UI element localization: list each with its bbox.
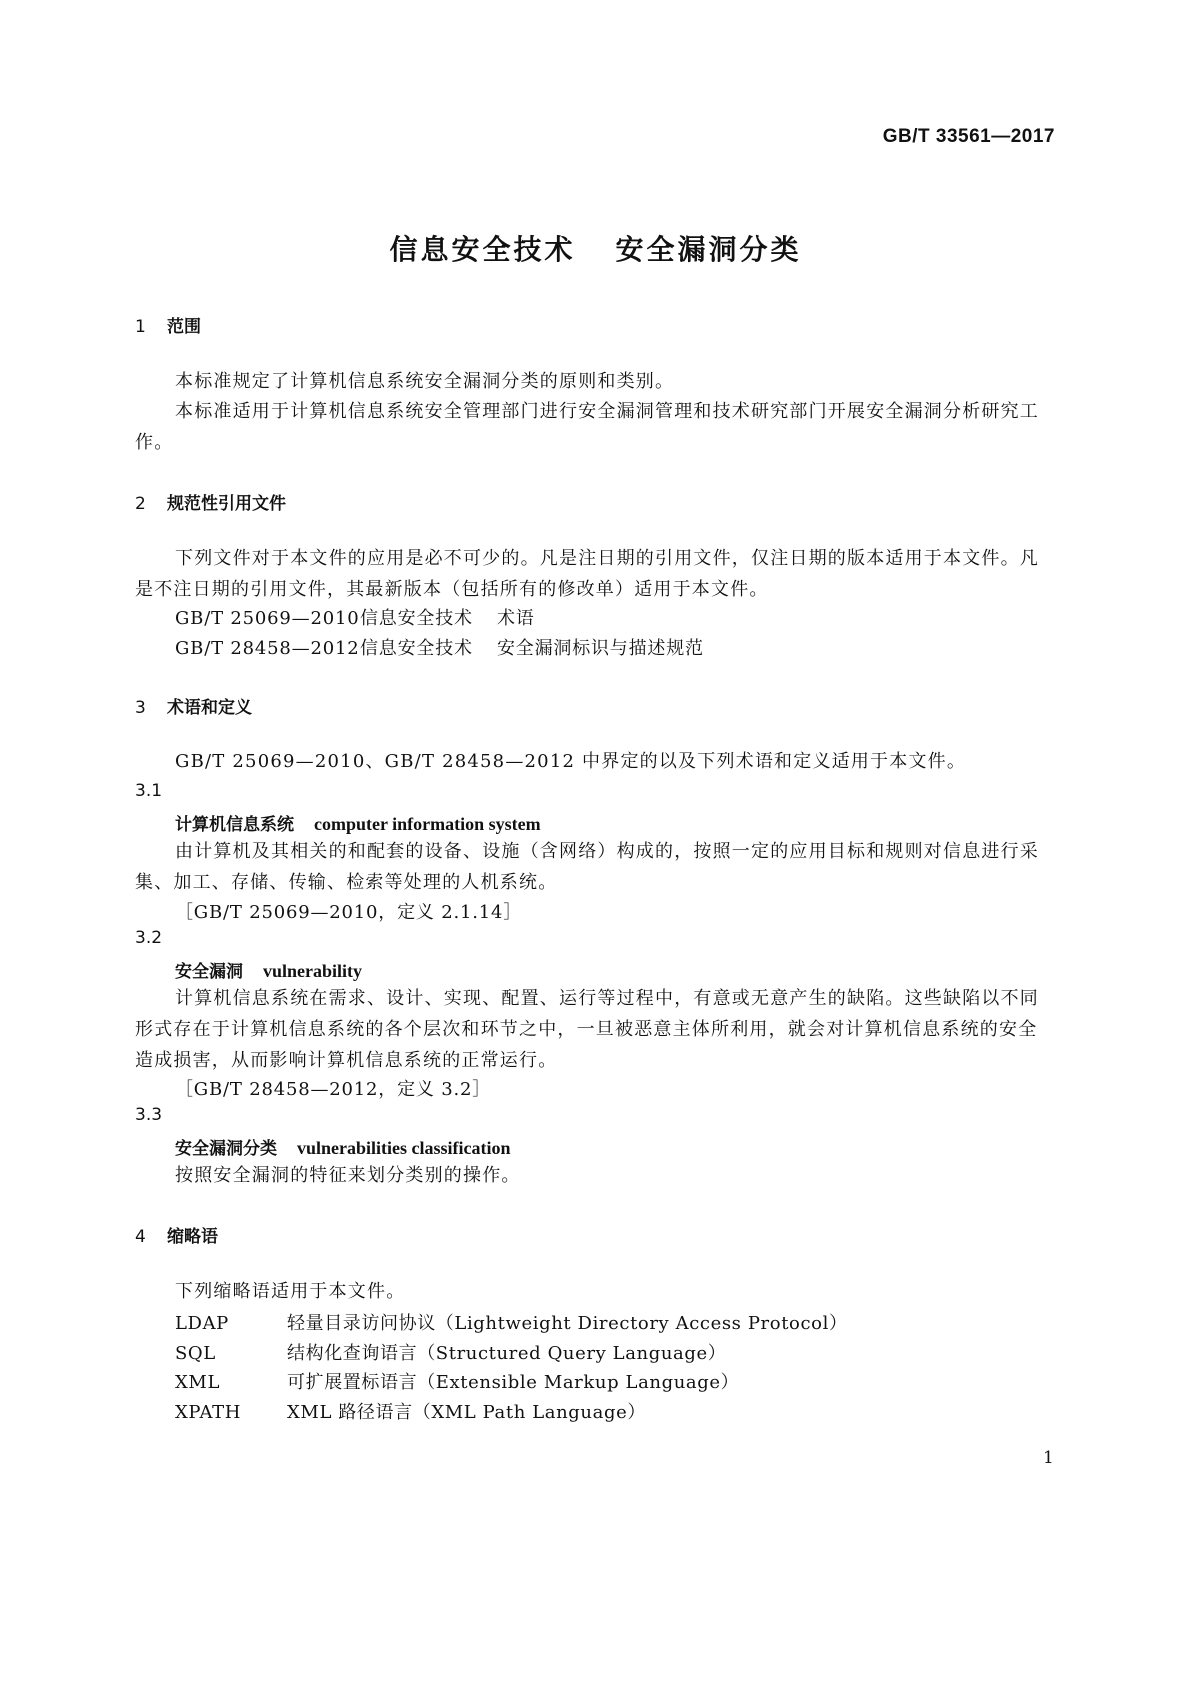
abbreviation-row (175, 1309, 848, 1335)
term-definition: 由计算机及其相关的和配套的设备、设施（含网络）构成的，按照一定的应用目标和规则对信息进行采集、加工、存储、传输、检索等处理的人机系统。 (135, 841, 1039, 893)
document-title (0, 228, 1191, 268)
reference-code: GB/T 25069—2010 (175, 608, 360, 629)
paragraph: 下列文件对于本文件的应用是必不可少的。凡是注日期的引用文件，仅注日期的版本适用于本文件。凡是不注日期的引用文件，其最新版本（包括所有的修改单）适用于本文件。 (135, 548, 1039, 600)
section-number: 4 (135, 1227, 146, 1247)
abbreviation-row (175, 1398, 646, 1424)
section-number: 2 (135, 494, 146, 514)
term-number: 3.2 (135, 928, 163, 948)
term-zh: 安全漏洞 (175, 962, 243, 982)
term-en: computer information system (314, 814, 541, 834)
title-part-1: 信息安全技术 (389, 233, 576, 266)
section-2-heading (135, 489, 286, 514)
abbreviation: XML (175, 1372, 220, 1393)
section-number: 1 (135, 317, 146, 337)
section-title: 术语和定义 (167, 698, 252, 718)
term-heading (175, 957, 362, 982)
reference-subtitle: 术语 (497, 608, 535, 629)
reference-subtitle: 安全漏洞标识与描述规范 (497, 638, 704, 659)
paragraph: 本标准规定了计算机信息系统安全漏洞分类的原则和类别。 (175, 371, 675, 392)
abbreviation-expansion: 结构化查询语言（Structured Query Language） (287, 1343, 727, 1364)
term-source: ［GB/T 28458—2012，定义 3.2］ (175, 1079, 492, 1100)
term-en: vulnerability (263, 961, 363, 981)
term-en: vulnerabilities classification (297, 1138, 511, 1158)
reference-code: GB/T 28458—2012 (175, 638, 360, 659)
abbreviation-expansion: 可扩展置标语言（Extensible Markup Language） (287, 1372, 740, 1393)
term-number: 3.3 (135, 1105, 163, 1125)
reference-title: 信息安全技术 (360, 638, 473, 659)
paragraph: 下列缩略语适用于本文件。 (175, 1281, 406, 1302)
section-number: 3 (135, 698, 146, 718)
page-number: 1 (1043, 1448, 1054, 1468)
section-4-heading (135, 1222, 218, 1247)
abbreviation-row (175, 1339, 726, 1365)
normative-reference (175, 604, 535, 630)
section-title: 规范性引用文件 (167, 494, 286, 514)
abbreviation: SQL (175, 1343, 216, 1364)
standard-code: GB/T 33561—2017 (882, 126, 1055, 147)
term-source: ［GB/T 25069—2010，定义 2.1.14］ (175, 902, 523, 923)
abbreviation: XPATH (175, 1402, 241, 1423)
section-3-heading (135, 693, 252, 718)
title-part-2: 安全漏洞分类 (615, 233, 802, 266)
abbreviation-expansion: 轻量目录访问协议（Lightweight Directory Access Protocol） (287, 1313, 848, 1334)
paragraph: GB/T 25069—2010、GB/T 28458—2012 中界定的以及下列术语和定义适用于本文件。 (175, 751, 967, 772)
term-zh: 计算机信息系统 (175, 815, 294, 835)
normative-reference (175, 634, 704, 660)
abbreviation-row (175, 1368, 739, 1394)
section-1-heading (135, 312, 201, 337)
paragraph: 本标准适用于计算机信息系统安全管理部门进行安全漏洞管理和技术研究部门开展安全漏洞分析研究工作。 (135, 401, 1039, 453)
term-heading (175, 1134, 511, 1159)
term-definition: 计算机信息系统在需求、设计、实现、配置、运行等过程中，有意或无意产生的缺陷。这些缺陷以不同形式存在于计算机信息系统的各个层次和环节之中，一旦被恶意主体所利用，就会对计算机信息系统的安全造成损害，从而影响计算机信息系统的正常运行。 (135, 988, 1039, 1071)
abbreviation-expansion: XML 路径语言（XML Path Language） (287, 1402, 646, 1423)
abbreviation: LDAP (175, 1313, 229, 1334)
term-heading (175, 810, 541, 835)
section-title: 范围 (167, 317, 201, 337)
section-title: 缩略语 (167, 1227, 218, 1247)
reference-title: 信息安全技术 (360, 608, 473, 629)
term-number: 3.1 (135, 781, 163, 801)
term-zh: 安全漏洞分类 (175, 1139, 277, 1159)
term-definition: 按照安全漏洞的特征来划分类别的操作。 (175, 1165, 521, 1186)
